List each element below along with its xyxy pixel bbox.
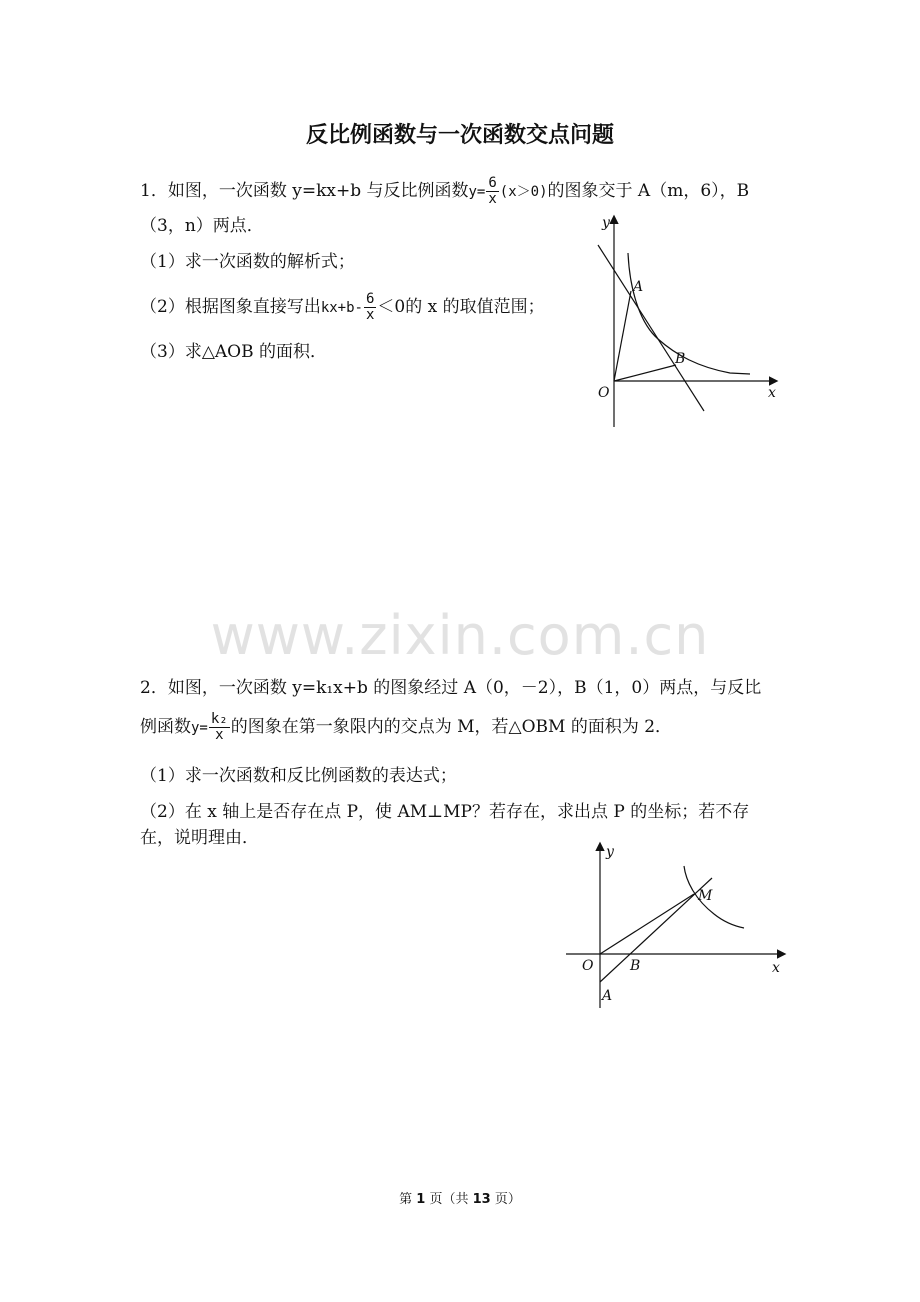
watermark: www.zixin.com.cn xyxy=(210,604,710,667)
footer-total-pages: 13 xyxy=(472,1192,491,1207)
q1-line1-text-b: 的图象交于 A（m，6），B xyxy=(547,181,750,201)
q2-x-label: x xyxy=(772,960,780,976)
q1-line1 xyxy=(140,176,749,207)
q2-part2-line2: 在，说明理由． xyxy=(140,828,259,848)
q2-frac-num: k₂ xyxy=(210,711,228,727)
q2-line2-text-b: 的图象在第一象限内的交点为 M，若△OBM 的面积为 2． xyxy=(230,717,673,737)
q1-part2-expr-a: kx+b- xyxy=(320,300,363,316)
page-footer xyxy=(0,1188,920,1207)
q1-x-label: x xyxy=(768,385,776,401)
q1-part2 xyxy=(140,292,545,323)
q2-origin-label: O xyxy=(582,958,594,974)
q2-line2 xyxy=(140,712,672,743)
q2-point-a-label: A xyxy=(602,988,613,1004)
q1-part2-text-b: 的 x 的取值范围； xyxy=(405,297,545,317)
q2-point-m-label: M xyxy=(698,888,713,904)
q2-linear-line xyxy=(600,878,712,982)
q1-segment-oa xyxy=(614,291,631,381)
q2-part2-line1: （2）在 x 轴上是否存在点 P，使 AM⊥MP？若存在，求出点 P 的坐标；若不存 xyxy=(140,802,750,822)
q1-figure xyxy=(580,205,790,435)
q1-domain: (x＞0) xyxy=(499,184,548,200)
q1-part2-text-a: （2）根据图象直接写出 xyxy=(140,297,321,317)
q2-hyperbola xyxy=(684,866,744,928)
q2-part1: （1）求一次函数和反比例函数的表达式； xyxy=(140,766,457,786)
footer-suffix: 页） xyxy=(490,1192,521,1207)
q1-line1-text-a: 1．如图，一次函数 y=kx+b 与反比例函数 xyxy=(140,181,469,201)
footer-prefix: 第 xyxy=(399,1192,417,1207)
q2-fraction xyxy=(209,712,230,743)
q1-y-label: y xyxy=(602,215,610,231)
q1-part3: （3）求△AOB 的面积． xyxy=(140,342,327,362)
q2-y-label: y xyxy=(606,844,614,860)
q1-part2-frac-den: x xyxy=(365,307,375,323)
q2-frac-den: x xyxy=(215,727,224,743)
q1-point-b-label: B xyxy=(675,351,686,367)
page-title: 反比例函数与一次函数交点问题 xyxy=(305,123,614,148)
q1-hyperbola xyxy=(628,253,750,374)
q1-func-prefix: y= xyxy=(468,184,486,200)
q1-part1: （1）求一次函数的解析式； xyxy=(140,252,355,272)
q2-figure xyxy=(560,838,792,1013)
q1-point-a-label: A xyxy=(633,279,644,295)
q2-segment-om xyxy=(600,894,694,954)
q1-part2-fraction xyxy=(364,292,376,323)
q1-segment-ob xyxy=(614,365,676,381)
q1-frac-num: 6 xyxy=(488,175,497,191)
footer-middle: 页（共 xyxy=(425,1192,473,1207)
q2-point-b-label: B xyxy=(630,958,641,974)
footer-page-number: 1 xyxy=(416,1192,426,1207)
q1-part2-expr-b: ＜0 xyxy=(377,297,406,317)
q2-func-prefix: y= xyxy=(191,720,208,736)
q1-origin-label: O xyxy=(598,385,610,401)
q2-line1: 2．如图，一次函数 y=k₁x+b 的图象经过 A（0，－2），B（1，0）两点，与反比 xyxy=(140,678,762,698)
q1-part2-frac-num: 6 xyxy=(365,291,375,307)
q1-fraction xyxy=(486,176,498,207)
q1-frac-den: x xyxy=(488,191,497,207)
q1-line2: （3，n）两点． xyxy=(140,216,264,236)
q2-line2-text-a: 例函数 xyxy=(140,717,191,737)
